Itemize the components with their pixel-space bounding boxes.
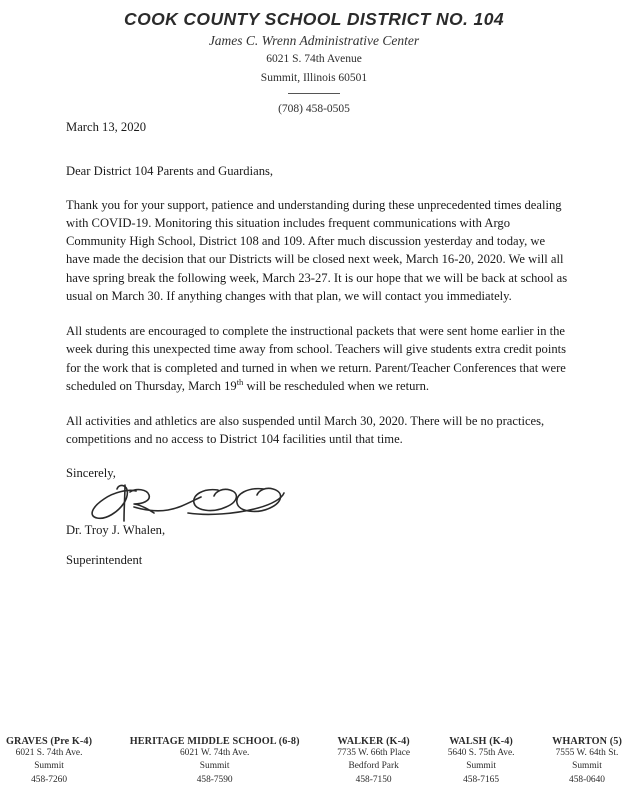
school-name: WALKER (K-4) bbox=[337, 736, 410, 747]
letter-date: March 13, 2020 bbox=[66, 120, 147, 134]
school-phone: 458-7165 bbox=[463, 774, 500, 785]
school-address: 5640 S. 75th Ave. bbox=[447, 748, 515, 758]
school-entry bbox=[337, 736, 410, 787]
school-city: Summit bbox=[466, 761, 496, 772]
paragraph-2-text-after: will be rescheduled when we return. bbox=[243, 378, 430, 393]
school-address: 6021 W. 74th Ave. bbox=[179, 748, 250, 758]
school-city: Summit bbox=[572, 761, 602, 772]
ordinal-suffix: th bbox=[236, 376, 244, 387]
district-title: COOK COUNTY SCHOOL DISTRICT NO. 104 bbox=[124, 9, 504, 29]
school-phone: 458-7590 bbox=[196, 774, 233, 785]
paragraph-3: All activities and athletics are also suspended until March 30, 2020. There will be no practices, competitions and no access to District 104 facilities until that time. bbox=[66, 414, 545, 447]
letterhead bbox=[0, 0, 628, 115]
school-city: Summit bbox=[199, 761, 230, 772]
school-city: Bedford Park bbox=[348, 761, 399, 772]
salutation: Dear District 104 Parents and Guardians, bbox=[66, 163, 274, 178]
school-name: WALSH (K-4) bbox=[449, 736, 513, 747]
handwritten-signature-icon bbox=[68, 483, 298, 525]
closing: Sincerely, bbox=[66, 465, 116, 480]
phone-number: (708) 458-0505 bbox=[278, 102, 350, 115]
school-name: GRAVES (Pre K-4) bbox=[6, 736, 93, 747]
signer-name: Dr. Troy J. Whalen, bbox=[66, 522, 166, 537]
header-divider bbox=[288, 93, 340, 94]
signer-title: Superintendent bbox=[66, 552, 143, 567]
school-city: Summit bbox=[34, 761, 64, 772]
administrative-center-subtitle: James C. Wrenn Administrative Center bbox=[208, 33, 420, 49]
paragraph-2 bbox=[66, 322, 570, 395]
address-line-1: 6021 S. 74th Avenue bbox=[266, 53, 362, 66]
paragraph-2-text-before: All students are encouraged to complete the instructional packets that were sent home earlier in the week during this unexpected time away from school. Teachers will give students extra credit points for the work that is completed and turned in when we return. Parent/Teacher Conferences that were scheduled on Thursday, March 19 bbox=[66, 324, 567, 393]
signature-block bbox=[68, 483, 570, 523]
school-phone: 458-0640 bbox=[569, 774, 605, 785]
school-entry bbox=[6, 736, 92, 787]
school-entry bbox=[552, 736, 622, 787]
school-phone: 458-7260 bbox=[31, 774, 68, 785]
paragraph-1: Thank you for your support, patience and understanding during these unprecedented times dealing with COVID-19. Monitoring this situation includes frequent communications with Argo Community High School, District 108 and 109. After much discussion yesterday and today, we have made the decision that our Districts will be closed next week, March 16-20, 2020. We will all have spring break the following week, March 23-27. It is our hope that we will be back at school as usual on March 30. If anything changes with that plan, we will contact you immediately. bbox=[66, 197, 568, 303]
school-name: WHARTON (5) bbox=[552, 736, 622, 747]
school-directory-footer bbox=[0, 736, 628, 787]
school-name: HERITAGE MIDDLE SCHOOL (6-8) bbox=[129, 736, 300, 747]
address-line-2: Summit, Illinois 60501 bbox=[260, 71, 368, 84]
letter-body bbox=[66, 119, 570, 568]
school-entry bbox=[448, 736, 515, 787]
school-phone: 458-7150 bbox=[355, 774, 392, 785]
school-address: 7555 W. 64th St. bbox=[555, 748, 619, 758]
school-address: 6021 S. 74th Ave. bbox=[15, 748, 83, 758]
school-address: 7735 W. 66th Place bbox=[337, 748, 411, 758]
school-entry bbox=[130, 736, 300, 787]
